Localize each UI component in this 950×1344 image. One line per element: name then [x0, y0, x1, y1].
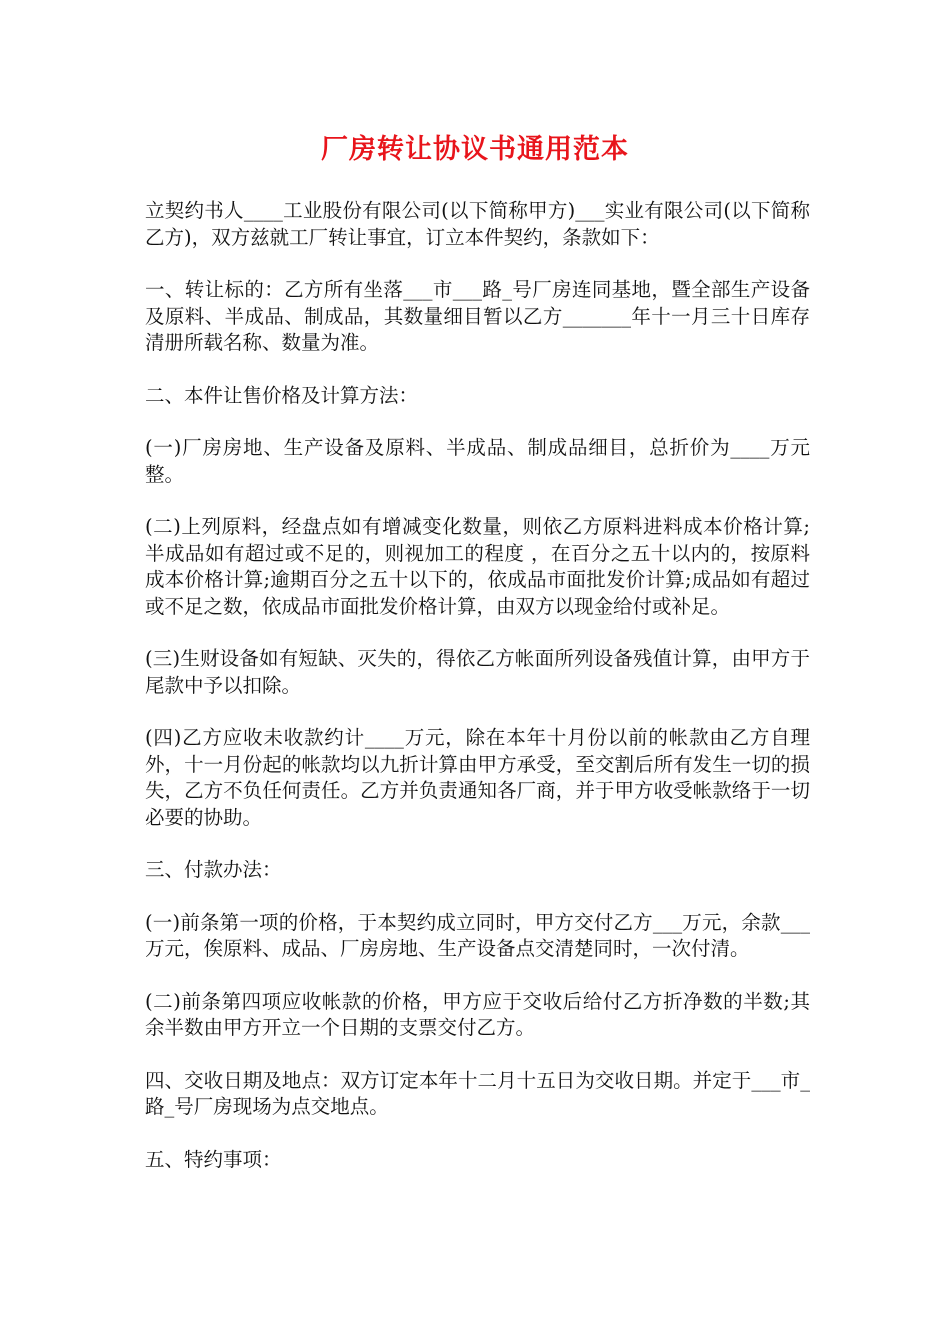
paragraph-clause-2-4: (四)乙方应收未收款约计____万元，除在本年十月份以前的帐款由乙方自理外，十一月份起的帐款均以九折计算由甲方承受，至交割后所有发生一切的损失，乙方不负任何责任。乙方并负责通知各厂商，并于甲方收受帐款络于一切必要的协助。	[145, 726, 810, 829]
document-body	[145, 198, 810, 1199]
paragraph-clause-2-1: (一)厂房房地、生产设备及原料、半成品、制成品细目，总折价为____万元整。	[145, 436, 810, 486]
paragraph-clause-3-1: (一)前条第一项的价格，于本契约成立同时，甲方交付乙方___万元，余款___万元，俟原料、成品、厂房房地、生产设备点交清楚同时，一次付清。	[145, 910, 810, 960]
paragraph-clause-2-2: (二)上列原料，经盘点如有增减变化数量，则依乙方原料进料成本价格计算;半成品如有超过或不足的，则视加工的程度 ，在百分之五十以内的，按原料成本价格计算;逾期百分之五十以下的，依成品市面批发价计算;成品如有超过或不足之数，依成品市面批发价格计算，由双方以现金给付或补足。	[145, 515, 810, 618]
paragraph-clause-3: 三、付款办法：	[145, 858, 282, 881]
paragraph-preamble: 立契约书人____工业股份有限公司(以下简称甲方)___实业有限公司(以下简称乙方)，双方兹就工厂转让事宜，订立本件契约，条款如下：	[145, 199, 810, 249]
paragraph-clause-1: 一、转让标的：乙方所有坐落___市___路_号厂房连同基地，暨全部生产设备及原料、半成品、制成品，其数量细目暂以乙方_______年十一月三十日库存清册所载名称、数量为准。	[145, 278, 810, 354]
document-title: 厂房转让协议书通用范本	[321, 134, 629, 165]
paragraph-clause-2-3: (三)生财设备如有短缺、灭失的，得依乙方帐面所列设备残值计算，由甲方于尾款中予以扣除。	[145, 647, 810, 697]
paragraph-clause-3-2: (二)前条第四项应收帐款的价格，甲方应于交收后给付乙方折净数的半数;其余半数由甲方开立一个日期的支票交付乙方。	[145, 989, 810, 1039]
paragraph-clause-4: 四、交收日期及地点：双方订定本年十二月十五日为交收日期。并定于___市_路_号厂房现场为点交地点。	[145, 1068, 810, 1118]
paragraph-clause-5: 五、特约事项：	[145, 1147, 282, 1171]
paragraph-clause-2: 二、本件让售价格及计算方法：	[145, 383, 419, 407]
